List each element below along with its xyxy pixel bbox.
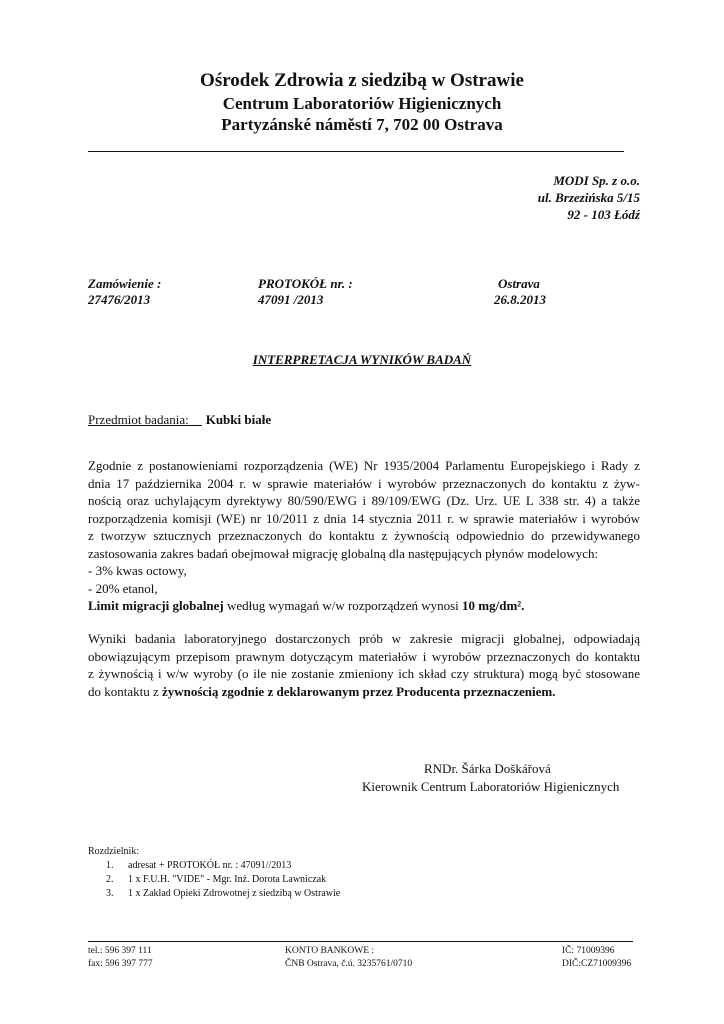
paragraph-line: Zgodnie z postanowieniami rozporządzenia (WE) Nr 1935/2004 Parlamentu Europejskiego i Rady z <box>88 458 640 473</box>
order-number: 27476/2013 <box>88 292 151 307</box>
laboratory-name: Centrum Laboratoriów Higienicznych <box>222 94 502 113</box>
paragraph-line: obowiązującym przepisom prawnym dotyczącym materiałów i wyrobów przeznaczonych do kontaktu <box>88 648 640 664</box>
conclusion-prefix: do kontaktu z <box>88 683 163 699</box>
migration-limit-label: Limit migracji globalnej <box>88 598 224 613</box>
migration-limit-text: według wymagań w/w rozporządzeń wynosi <box>223 598 463 613</box>
list-item-text: 1 x F.U.H. "VIDE" - Mgr. Inż. Dorota Lawniczak <box>128 874 327 885</box>
test-subject <box>88 412 271 428</box>
recipient-city: 92 - 103 Łódź <box>567 207 640 222</box>
document-place: Ostrava <box>498 276 540 291</box>
organization-name: Ośrodek Zdrowia z siedzibą w Ostrawie <box>200 70 524 91</box>
footer-ic: IČ: 71009396 <box>562 946 615 956</box>
footer-fax: fax: 596 397 777 <box>88 959 153 969</box>
paragraph-line <box>88 683 640 701</box>
paragraph-line: zastosowania zakres badań obejmował migrację globalną dla następujących płynów modelowych: <box>88 545 599 561</box>
footer-bank-label: KONTO BANKOWE : <box>285 946 375 956</box>
list-item-text: 1 x Zakład Opieki Zdrowotnej z siedzibą w Ostrawie <box>128 888 341 899</box>
conclusion-statement: żywnością zgodnie z deklarowanym przez Producenta przeznaczeniem. <box>162 683 556 699</box>
paragraph-line: rozporządzenia komisji (WE) nr 10/2011 z dnia 14 stycznia 2011 r. w sprawie materiałów i wyrobów <box>88 510 640 526</box>
test-subject-value: Kubki białe <box>205 412 272 427</box>
signature-block <box>362 760 619 796</box>
footer-dic: DIČ:CZ71009396 <box>562 959 632 969</box>
distribution-list <box>88 845 340 901</box>
paragraph-line: nością oraz uchylającym dyrektywy 80/590/EWG i 89/109/EWG (Dz. Urz. UE L 338 str. 4) a także <box>88 493 640 508</box>
footer-ids <box>562 945 631 971</box>
organization-address: Partyzánské náměstí 7, 702 00 Ostrava <box>221 115 503 134</box>
list-item <box>106 873 340 887</box>
paragraph-line: z tworzyw sztucznych przeznaczonych do kontaktu z żywnością odpowiednio do przewidywanego <box>88 528 640 543</box>
results-paragraph <box>88 630 640 700</box>
migration-limit <box>88 598 524 614</box>
list-item <box>106 887 340 901</box>
migration-limit-value: 10 mg/dm². <box>462 598 525 613</box>
recipient-company: MODI Sp. z o.o. <box>553 173 640 188</box>
list-item <box>106 859 340 873</box>
document-title: INTERPRETACJA WYNIKÓW BADAŃ <box>252 352 472 367</box>
footer-bank <box>285 945 412 971</box>
paragraph-line: Wyniki badania laboratoryjnego dostarczonych prób w zakresie migracji globalnej, odpowiadają <box>88 631 640 646</box>
list-item-number: 2. <box>106 874 114 885</box>
regulation-paragraph <box>88 457 640 597</box>
header-divider <box>88 151 624 152</box>
footer-bank-account: ČNB Ostrava, č.ú. 3235761/0710 <box>285 959 413 969</box>
paragraph-line: dnia 17 października 2004 r. w sprawie materiałów i wyrobów przeznaczonych do kontaktu z żyw- <box>88 475 640 491</box>
footer-contact <box>88 945 153 971</box>
protocol-label: PROTOKÓŁ nr. : <box>258 276 353 291</box>
simulant-item: - 20% etanol, <box>88 580 158 596</box>
simulant-item: - 3% kwas octowy, <box>88 563 187 578</box>
signatory-name: RNDr. Šárka Doškářová <box>424 761 551 776</box>
recipient-street: ul. Brzezińska 5/15 <box>537 190 640 205</box>
document-date: 26.8.2013 <box>494 292 546 307</box>
footer-phone: tel.: 596 397 111 <box>88 946 152 956</box>
protocol-number: 47091 /2013 <box>258 292 324 307</box>
test-subject-label: Przedmiot badania:__ <box>88 412 202 427</box>
list-item-number: 1. <box>106 860 114 871</box>
distribution-label: Rozdzielnik: <box>88 846 140 857</box>
signatory-position: Kierownik Centrum Laboratoriów Higienicznych <box>362 779 620 794</box>
order-label: Zamówienie : <box>88 276 162 291</box>
list-item-number: 3. <box>106 888 114 899</box>
paragraph-line: z żywnością i w/w wyroby (o ile nie zostanie zmieniony ich skład czy struktura) mogą być stosowane <box>88 666 640 681</box>
footer-divider <box>88 941 633 942</box>
list-item-text: adresat + PROTOKÓŁ nr. : 47091//2013 <box>128 860 292 871</box>
